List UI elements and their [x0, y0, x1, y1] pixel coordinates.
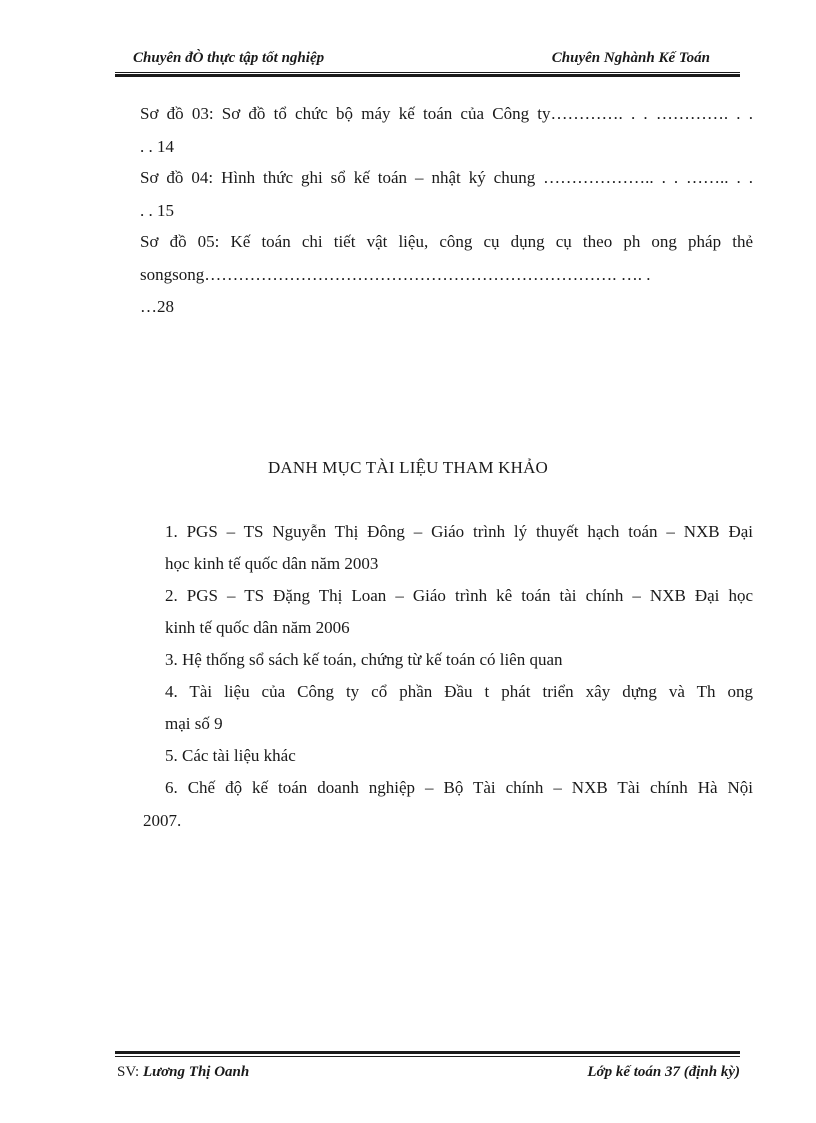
- header-left-title: Chuyên đÒ thực tập tốt nghiệp: [133, 50, 325, 66]
- footer-student-label: SV:: [117, 1064, 140, 1080]
- header-rule-thin: [115, 72, 740, 73]
- diagram-05-line1: Sơ đồ 05: Kế toán chi tiết vật liệu, công cụ dụng cụ theo ph ong pháp thẻ: [140, 232, 753, 251]
- reference-4-line2: mại số 9: [165, 714, 223, 733]
- diagram-05-line2: songsong………………………………………………………………. …. .: [140, 265, 651, 284]
- footer-rule-thick: [115, 1051, 740, 1054]
- diagram-04-line1: Sơ đồ 04: Hình thức ghi sổ kế toán – nhật ký chung ……………….. . . …….. . .: [140, 168, 753, 187]
- footer-rule-thin: [115, 1056, 740, 1057]
- reference-5: 5. Các tài liệu khác: [165, 746, 296, 765]
- reference-6-line1: 6. Chế độ kế toán doanh nghiệp – Bộ Tài chính – NXB Tài chính Hà Nội: [165, 778, 753, 797]
- reference-6-line2: 2007.: [143, 811, 182, 830]
- page-header: [115, 46, 740, 72]
- footer-student: [117, 1064, 249, 1081]
- diagram-04-page: . . 15: [140, 201, 174, 220]
- reference-3: 3. Hệ thống sổ sách kế toán, chứng từ kế toán có liên quan: [165, 650, 563, 669]
- diagram-03-line1: Sơ đồ 03: Sơ đồ tổ chức bộ máy kế toán của Công ty…………. . . …………. . .: [140, 104, 753, 123]
- diagram-03-page: . . 14: [140, 137, 174, 156]
- page-footer: [115, 1060, 740, 1084]
- references-title: DANH MỤC TÀI LIỆU THAM KHẢO: [267, 458, 549, 477]
- reference-2-line1: 2. PGS – TS Đặng Thị Loan – Giáo trình kê toán tài chính – NXB Đại học: [165, 586, 753, 605]
- footer-student-name: Lương Thị Oanh: [142, 1064, 250, 1080]
- header-rule-thick: [115, 74, 740, 77]
- footer-class: Lớp kế toán 37 (định kỳ): [587, 1064, 740, 1080]
- reference-1-line1: 1. PGS – TS Nguyễn Thị Đông – Giáo trình lý thuyết hạch toán – NXB Đại: [165, 522, 753, 541]
- reference-1-line2: học kinh tế quốc dân năm 2003: [165, 554, 379, 573]
- reference-4-line1: 4. Tài liệu của Công ty cổ phần Đầu t phát triển xây dựng và Th ong: [165, 682, 753, 701]
- reference-2-line2: kinh tế quốc dân năm 2006: [165, 618, 350, 637]
- diagram-05-page: …28: [140, 297, 174, 316]
- header-right-title: Chuyên Nghành Kế Toán: [551, 50, 710, 66]
